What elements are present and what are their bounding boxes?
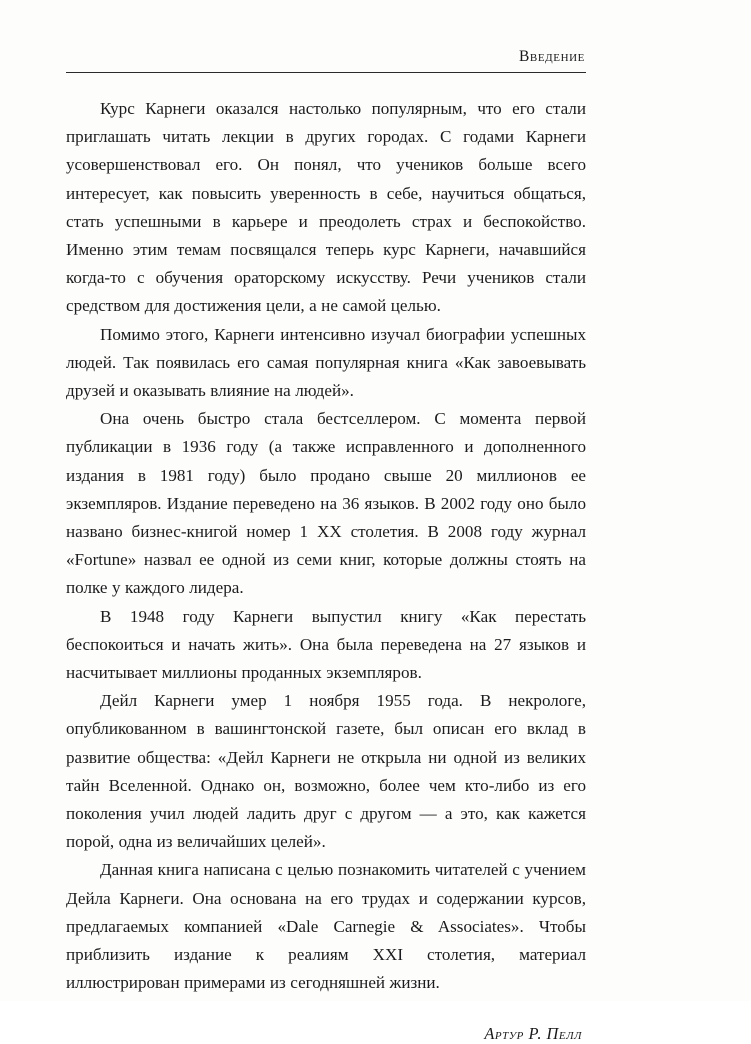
header-divider — [66, 72, 586, 73]
running-head: Введение — [518, 48, 585, 65]
paragraph: Помимо этого, Карнеги интенсивно изучал биографии успешных людей. Так появилась его самая популярная книга «Как завоевывать друзей и оказывать влияние на людей». — [66, 324, 586, 401]
body-text — [66, 95, 586, 998]
paragraph: Она очень быстро стала бестселлером. С момента первой публикации в 1936 году (а также исправленного и дополненного издания в 1981 году) было продано свыше 20 миллионов ее экземпляров. Издание переведено на 36 языков. В 2002 году оно было названо бизнес-книгой номер 1 XX столетия. В 2008 году журнал «Fortune» назвал ее одной из семи книг, которые должны стоять на полке у каждого лидера. — [66, 409, 586, 598]
paragraph: Данная книга написана с целью познакомить читателей с учением Дейла Карнеги. Она основана на его трудах и содержании курсов, предлагаемых компанией «Dale Carnegie & Associates». Чтобы приблизить издание к реалиям XXI столетия, материал иллюстрирован примерами из сегодняшней жизни. — [66, 860, 586, 993]
paragraph: Курс Карнеги оказался настолько популярным, что его стали приглашать читать лекции в других городах. С годами Карнеги усовершенствовал его. Он понял, что учеников больше всего интересует, как повысить уверенность в себе, научиться общаться, стать успешными в карьере и преодолеть страх и беспокойство. Именно этим темам посвящался теперь курс Карнеги, начавшийся когда-то с обучения ораторскому искусству. Речи учеников стали средством для достижения цели, а не самой целью. — [66, 99, 586, 316]
author-signature: Артур Р. Пелл — [484, 1023, 582, 1043]
page-content — [66, 48, 586, 1044]
paragraph: Дейл Карнеги умер 1 ноября 1955 года. В некрологе, опубликованном в вашингтонской газете, был описан его вклад в развитие общества: «Дейл Карнеги не открыла ни одной из великих тайн Вселенной. Однако он, возможно, более чем кто-либо из его поколения учил людей ладить друг с другом — а это, как кажется порой, одна из величайших целей». — [66, 691, 586, 852]
paragraph: В 1948 году Карнеги выпустил книгу «Как перестать беспокоиться и начать жить». Она была переведена на 27 языков и насчитывает миллионы проданных экземпляров. — [66, 606, 586, 683]
